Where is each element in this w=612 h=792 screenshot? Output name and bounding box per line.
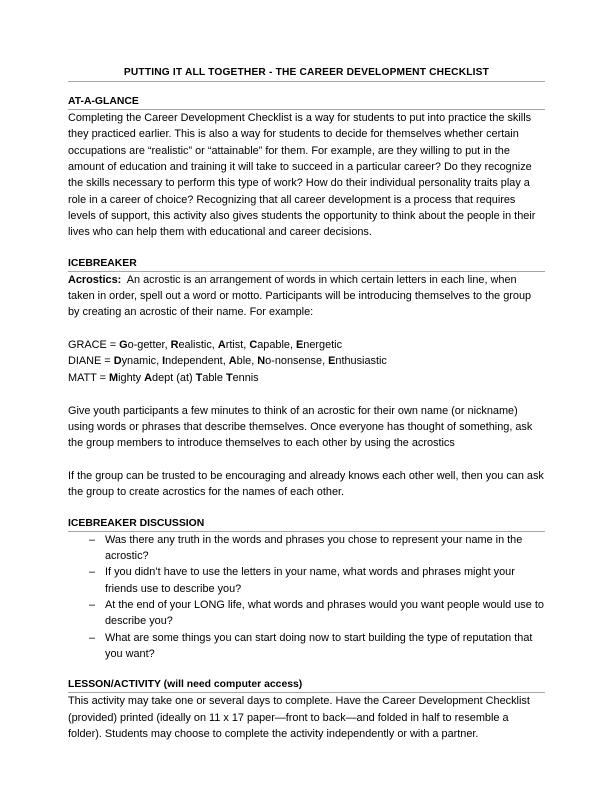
dash-bullet-icon: – — [89, 598, 96, 611]
discussion-question-list — [68, 532, 545, 663]
section-heading-lesson-activity: LESSON/ACTIVITY (will need computer access) — [68, 679, 303, 691]
discussion-question-item — [68, 630, 545, 663]
section-heading-at-a-glance: AT-A-GLANCE — [68, 96, 139, 107]
acrostic-initial: R — [170, 339, 179, 352]
acrostic-word: Adept — [144, 371, 174, 384]
acrostic-word: Mighty — [109, 371, 142, 384]
acrostic-word: Able — [228, 355, 252, 368]
acrostic-word: Dynamic — [113, 355, 157, 368]
section-heading-icebreaker: ICEBREAKER — [68, 257, 137, 269]
spacer — [68, 82, 545, 95]
acrostics-intro-body: An acrostic is an arrangement of words in which certain letters in each line, when taken in order, spell out a word or motto. Participants will be introducing themselves to the group by creating an acrostic of their name. For example: — [68, 273, 532, 319]
section-heading-icebreaker-discussion: ICEBREAKER DISCUSSION — [68, 517, 205, 529]
acrostic-initial: C — [249, 339, 258, 352]
acrostic-initial: M — [109, 371, 119, 384]
spacer — [68, 662, 545, 678]
discussion-question-item — [68, 597, 545, 630]
acrostic-initial: A — [228, 355, 237, 368]
acrostic-word: (at) — [176, 371, 193, 384]
spacer — [68, 321, 545, 337]
acrostic-word: Artist — [217, 339, 244, 352]
acrostic-word: Enthusiastic — [328, 355, 387, 368]
spacer — [68, 386, 545, 402]
icebreaker-paragraph-3: If the group can be trusted to be encouraging and already knows each other well, then you can ask the group to create acrostics for the names of each other. — [68, 469, 544, 499]
icebreaker-intro-paragraph — [68, 272, 545, 321]
discussion-question-text: At the end of your LONG life, what words and phrases would you want people would use to describe you? — [105, 598, 544, 628]
acrostic-word: No-nonsense — [257, 355, 323, 368]
spacer — [68, 452, 545, 468]
acrostic-initial: E — [296, 339, 304, 352]
discussion-question-text: What are some things you can start doing now to start building the type of reputation that you want? — [105, 631, 533, 660]
acrostic-example: DIANE = Dynamic, Independent, Able, No-nonsense, Enthusiastic — [68, 355, 387, 368]
acrostic-initial: A — [217, 339, 226, 352]
page-title: PUTTING IT ALL TOGETHER - THE CAREER DEVELOPMENT CHECKLIST — [123, 67, 490, 78]
acrostic-word: Go-getter — [119, 339, 165, 352]
acrostic-word: Realistic — [170, 339, 212, 352]
discussion-question-text: Was there any truth in the words and phrases you chose to represent your name in the acrostic? — [105, 533, 523, 562]
lesson-activity-paragraph: This activity may take one or several days to complete. Have the Career Development Checklist (provided) printed (ideally on 11 x 17 paper—front to back—and folded in half to resemble a folder). Students may choose to complete the activity independently or with a partner. — [68, 695, 530, 740]
dash-bullet-icon: – — [89, 533, 96, 546]
document-content — [68, 66, 545, 742]
spacer — [68, 501, 545, 517]
acrostic-word: Energetic — [296, 339, 343, 352]
acrostic-name: DIANE = — [68, 355, 114, 368]
dash-bullet-icon: – — [89, 566, 96, 579]
acrostic-initial: E — [328, 355, 336, 368]
acrostic-initial: I — [162, 355, 166, 368]
acrostic-example — [68, 370, 545, 386]
acrostic-word: Independent — [162, 355, 223, 368]
acrostic-example-list — [68, 337, 545, 386]
discussion-question-item — [68, 532, 545, 565]
acrostic-name: GRACE = — [68, 339, 120, 352]
acrostic-word: Tennis — [225, 371, 259, 384]
discussion-question-text: If you didn’t have to use the letters in your name, what words and phrases might your friends use to describe you? — [105, 566, 515, 595]
acrostic-initial: N — [257, 355, 266, 368]
spacer — [68, 241, 545, 257]
acrostic-initial: T — [225, 371, 233, 384]
acrostic-initial: D — [113, 355, 122, 368]
acrostic-example: GRACE = Go-getter, Realistic, Artist, Capable, Energetic — [68, 339, 343, 352]
acrostic-word: Capable — [249, 339, 290, 352]
acrostic-name: MATT = — [68, 371, 110, 384]
acrostic-initial: T — [195, 371, 203, 384]
at-a-glance-paragraph: Completing the Career Development Checklist is a way for students to put into practice the skills they practiced earlier. This is also a way for students to decide for themselves whether certain occupations are “realistic” or “attainable” for them. For example, are they willing to put in the amount of education and training it will take to succeed in a particular career? Do they recognize the skills necessary to perform this type of work? How do their individual personality traits play a role in a career of choice? Recognizing that all career development is a process that requires levels of support, this activity also gives students the opportunity to think about the people in their lives who can help them with educational and career decisions. — [68, 112, 536, 239]
dash-bullet-icon: – — [89, 631, 96, 644]
icebreaker-paragraph-2: Give youth participants a few minutes to think of an acrostic for their own name (or nickname) using words or phrases that describe themselves. Once everyone has thought of something, ask the group members to introduce themselves to each other by using the acrostics — [68, 404, 533, 450]
acrostic-initial: G — [119, 339, 128, 352]
acrostic-word: Table — [195, 371, 223, 384]
acrostics-lead-in: Acrostics: — [68, 273, 122, 286]
discussion-question-item — [68, 564, 545, 597]
acrostic-initial: A — [144, 371, 153, 384]
